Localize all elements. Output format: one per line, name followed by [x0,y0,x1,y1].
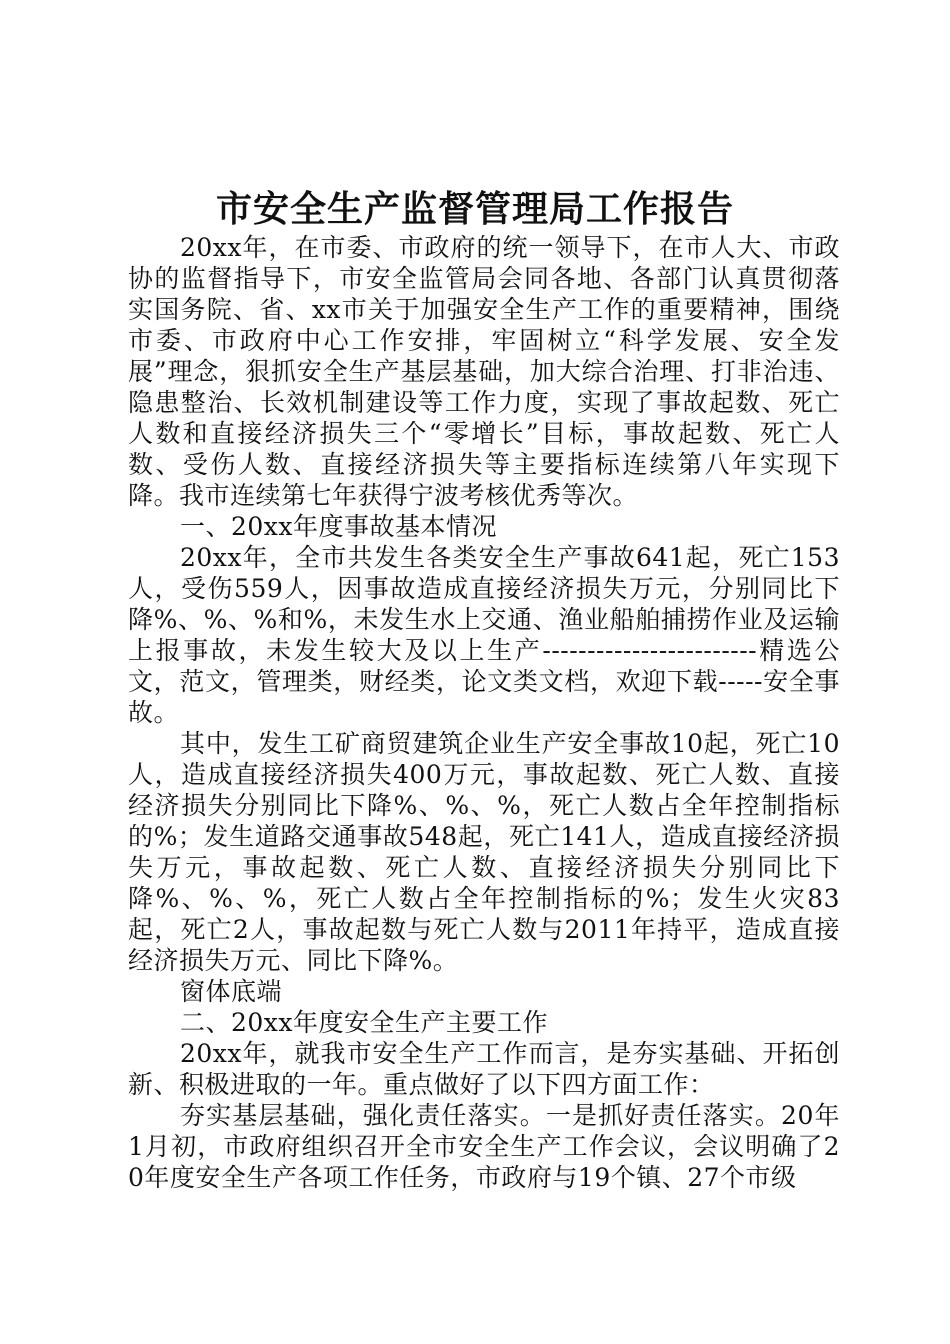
section-heading-accidents: 一、20xx年度事故基本情况 [180,512,498,541]
section-heading-main-work: 二、20xx年度安全生产主要工作 [180,1008,549,1037]
paragraph-accident-overview: 20xx年，全市共发生各类安全生产事故641起，死亡153人，受伤559人，因事故造成直接经济损失万元，分别同比下降%、%、%和%，未发生水上交通、渔业船舶捕捞作业及运输上报事故，未发生较大及以上生产------------------------精选公文，范文，管理类，财经类，论文类文档，欢迎下载-----安全事故。 [128,543,840,727]
document-title: 市安全生产监督管理局工作报告 [215,188,734,230]
form-bottom-note: 窗体底端 [180,977,283,1006]
document-body [128,232,840,1193]
paragraph-work-summary: 20xx年，就我市安全生产工作而言，是夯实基础、开拓创新、积极进取的一年。重点做好了以下四方面工作： [128,1039,840,1099]
paragraph-responsibility: 夯实基层基础，强化责任落实。一是抓好责任落实。20年1月初，市政府组织召开全市安全生产工作会议，会议明确了20年度安全生产各项工作任务，市政府与19个镇、27个市级 [128,1101,840,1192]
paragraph-accident-breakdown: 其中，发生工矿商贸建筑企业生产安全事故10起，死亡10人，造成直接经济损失400万元，事故起数、死亡人数、直接经济损失分别同比下降%、%、%，死亡人数占全年控制指标的%；发生道路交通事故548起，死亡141人，造成直接经济损失万元，事故起数、死亡人数、直接经济损失分别同比下降%、%、%，死亡人数占全年控制指标的%；发生火灾83起，死亡2人，事故起数与死亡人数与2011年持平，造成直接经济损失万元、同比下降%。 [128,729,840,975]
paragraph-intro: 20xx年，在市委、市政府的统一领导下，在市人大、市政协的监督指导下，市安全监管局会同各地、各部门认真贯彻落实国务院、省、xx市关于加强安全生产工作的重要精神，围绕市委、市政府中心工作安排，牢固树立“科学发展、安全发展”理念，狠抓安全生产基层基础，加大综合治理、打非治违、隐患整治、长效机制建设等工作力度，实现了事故起数、死亡人数和直接经济损失三个“零增长”目标，事故起数、死亡人数、受伤人数、直接经济损失等主要指标连续第八年实现下降。我市连续第七年获得宁波考核优秀等次。 [128,233,840,510]
